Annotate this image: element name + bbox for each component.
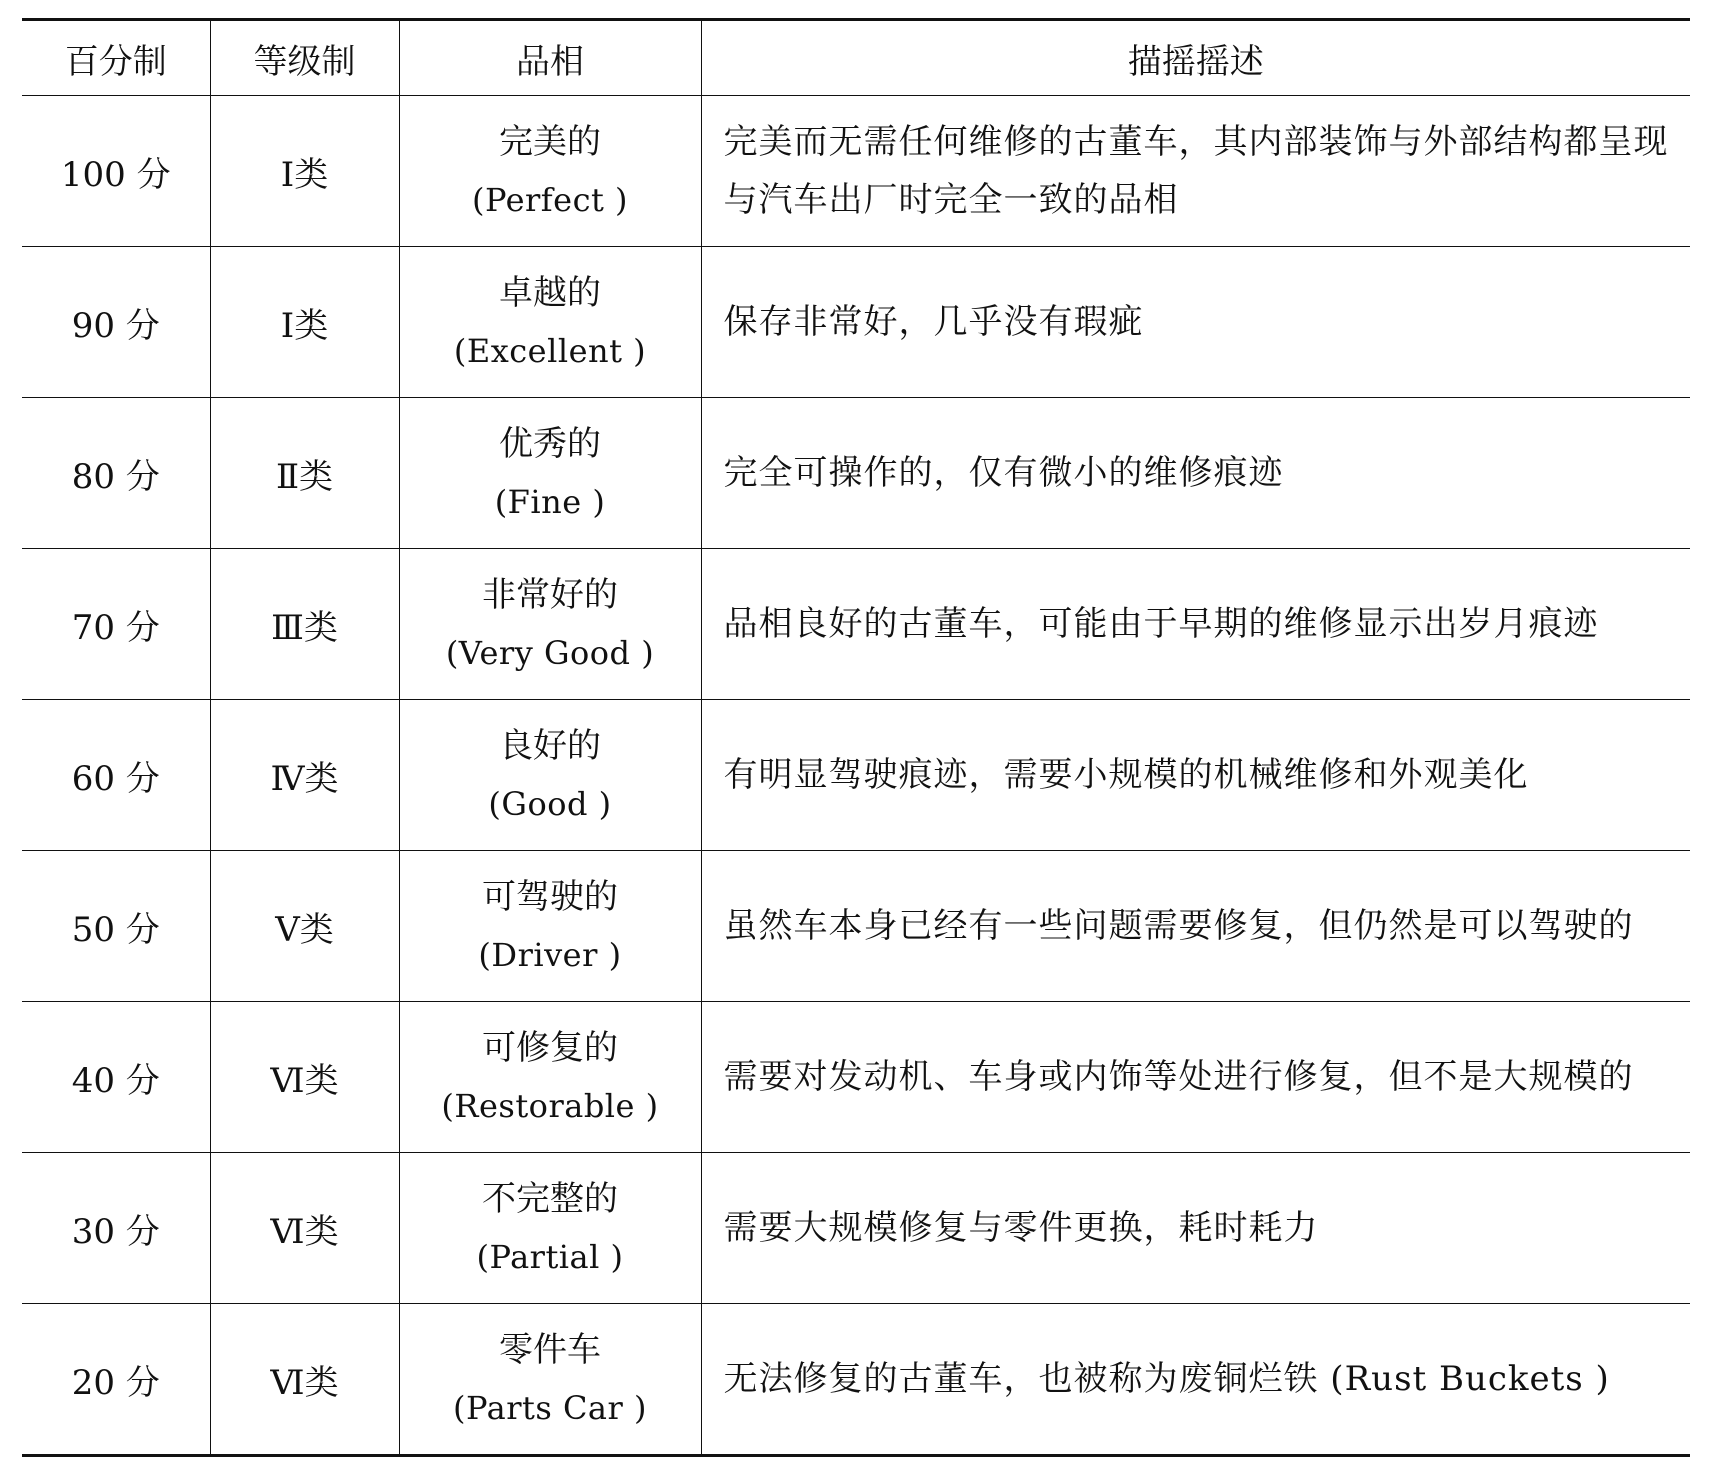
condition-en: (Restorable ) [441,1087,659,1125]
condition-en: (Driver ) [478,936,622,974]
score-cell: 60 分 [22,700,210,851]
header-grade: 等级制 [210,20,399,96]
table-row [22,700,1690,851]
description-cell: 虽然车本身已经有一些问题需要修复，但仍然是可以驾驶的 [701,851,1690,1002]
condition-cell [399,247,701,398]
table-row [22,96,1690,247]
condition-cell [399,398,701,549]
description-cell: 品相良好的古董车，可能由于早期的维修显示出岁月痕迹 [701,549,1690,700]
description-cell: 需要对发动机、车身或内饰等处进行修复，但不是大规模的 [701,1002,1690,1153]
condition-en: (Parts Car ) [453,1389,647,1427]
condition-cell [399,1153,701,1304]
description-cell: 完美而无需任何维修的古董车，其内部装饰与外部结构都呈现与汽车出厂时完全一致的品相 [701,96,1690,247]
condition-grading-table [22,18,1690,1457]
description-cell: 无法修复的古董车，也被称为废铜烂铁 (Rust Buckets ) [701,1304,1690,1456]
grade-cell: Ⅵ类 [210,1304,399,1456]
score-cell: 80 分 [22,398,210,549]
score-cell: 90 分 [22,247,210,398]
header-row [22,20,1690,96]
condition-en: (Very Good ) [445,634,655,672]
score-cell: 20 分 [22,1304,210,1456]
description-cell: 保存非常好，几乎没有瑕疵 [701,247,1690,398]
grade-cell: Ⅰ类 [210,96,399,247]
table-row [22,851,1690,1002]
table-body [22,96,1690,1456]
condition-cn: 不完整的 [482,1179,618,1219]
table-row [22,549,1690,700]
condition-cn: 良好的 [499,726,601,766]
score-cell: 40 分 [22,1002,210,1153]
score-cell: 30 分 [22,1153,210,1304]
grade-cell: Ⅵ类 [210,1153,399,1304]
grading-table-container [22,18,1690,1457]
condition-cn: 零件车 [499,1330,601,1370]
grade-cell: Ⅰ类 [210,247,399,398]
grade-cell: Ⅲ类 [210,549,399,700]
table-row [22,1002,1690,1153]
condition-cn: 完美的 [499,122,601,162]
header-description: 描摇摇述 [701,20,1690,96]
condition-cell [399,700,701,851]
condition-cell [399,1304,701,1456]
description-cell: 需要大规模修复与零件更换，耗时耗力 [701,1153,1690,1304]
header-condition: 品相 [399,20,701,96]
condition-en: (Fine ) [494,483,606,521]
grade-cell: Ⅱ类 [210,398,399,549]
table-row [22,1304,1690,1456]
condition-cn: 卓越的 [499,273,601,313]
condition-cn: 优秀的 [499,424,601,464]
condition-en: (Perfect ) [471,181,629,219]
condition-cell [399,96,701,247]
description-cell: 有明显驾驶痕迹，需要小规模的机械维修和外观美化 [701,700,1690,851]
condition-en: (Good ) [488,785,612,823]
condition-en: (Excellent ) [453,332,647,370]
description-cell: 完全可操作的，仅有微小的维修痕迹 [701,398,1690,549]
score-cell: 70 分 [22,549,210,700]
table-row [22,247,1690,398]
condition-cn: 可驾驶的 [482,877,618,917]
condition-cell [399,851,701,1002]
table-row [22,1153,1690,1304]
header-score: 百分制 [22,20,210,96]
condition-en: (Partial ) [476,1238,624,1276]
condition-cn: 可修复的 [482,1028,618,1068]
condition-cell [399,549,701,700]
table-header [22,20,1690,96]
score-cell: 50 分 [22,851,210,1002]
grade-cell: Ⅵ类 [210,1002,399,1153]
grade-cell: Ⅴ类 [210,851,399,1002]
score-cell: 100 分 [22,96,210,247]
condition-cell [399,1002,701,1153]
table-row [22,398,1690,549]
grade-cell: Ⅳ类 [210,700,399,851]
condition-cn: 非常好的 [482,575,618,615]
